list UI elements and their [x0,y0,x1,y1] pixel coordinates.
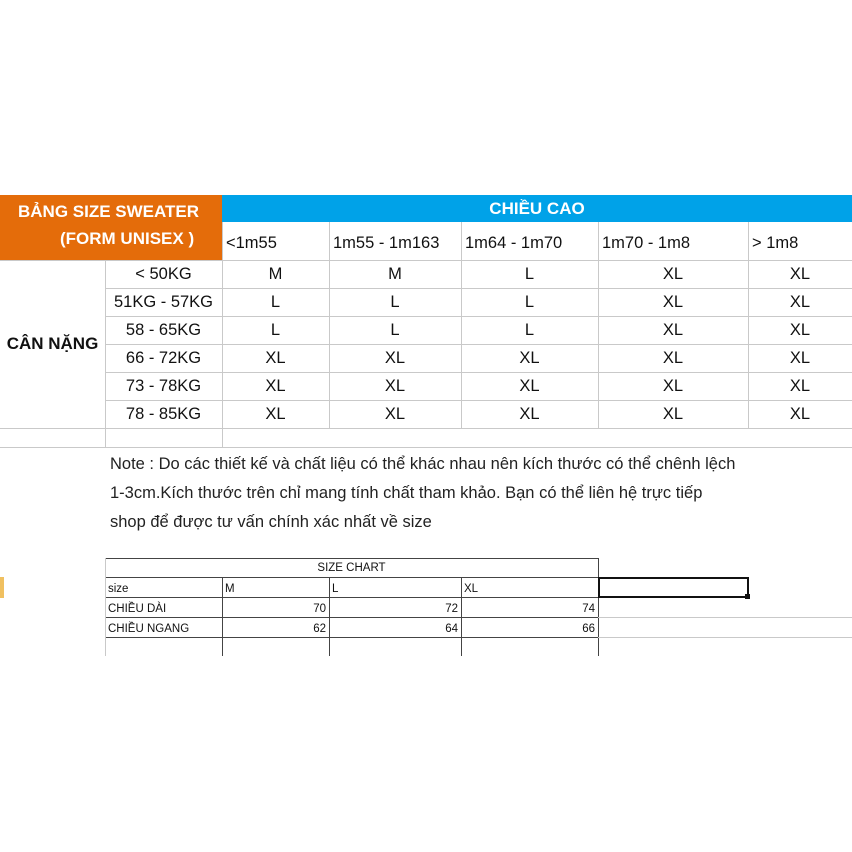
size-cell: XL [265,349,286,367]
size-chart-value: 74 [582,603,595,615]
size-chart-value: 70 [313,603,326,615]
size-cell: XL [519,377,540,395]
size-chart-row-label: CHIỀU NGANG [108,623,190,635]
height-column-header: 1m70 - 1m8 [602,234,691,252]
height-header: CHIỀU CAO [222,195,852,222]
table-border [598,558,599,656]
size-chart-value: 66 [582,623,595,635]
size-cell: XL [265,377,286,395]
size-cell: XL [789,293,811,311]
size-cell: XL [662,377,684,395]
size-cell: L [270,321,281,339]
size-cell: L [390,321,400,339]
size-chart-value: 72 [445,603,458,615]
table-border [105,597,598,598]
row-indicator [0,577,4,598]
size-chart-value: 62 [313,623,326,635]
size-chart-header: M [225,583,235,595]
weight-range: 78 - 85KG [125,405,202,423]
note-line: shop để được tư vấn chính xác nhất về size [110,513,432,531]
table-border [105,577,598,578]
note-text [110,450,845,537]
size-cell: XL [789,321,811,339]
size-chart-header: L [332,583,339,595]
size-cell: L [524,293,535,311]
table-title-box [0,195,222,260]
size-cell: XL [265,405,286,423]
table-title: BẢNG SIZE SWEATER [18,202,200,221]
size-chart-row-label: CHIỀU DÀI [108,603,167,615]
size-cell: XL [662,293,684,311]
gridline [0,447,852,448]
size-chart-header: size [108,583,129,595]
size-cell: XL [519,405,540,423]
weight-header: CÂN NẶNG [6,334,99,353]
height-column-header: 1m64 - 1m70 [465,234,563,252]
size-cell: L [524,321,535,339]
size-chart-value: 64 [445,623,458,635]
table-subtitle: (FORM UNISEX ) [60,229,195,248]
weight-range: 58 - 65KG [125,321,202,339]
selected-cell[interactable] [598,577,749,598]
weight-range: 73 - 78KG [125,377,202,395]
size-chart-title: SIZE CHART [317,562,386,574]
weight-range: 66 - 72KG [125,349,202,367]
size-cell: XL [384,405,406,423]
size-cell: XL [789,377,811,395]
size-cell: L [390,293,400,311]
size-cell: XL [384,377,406,395]
height-column-header: 1m55 - 1m163 [333,234,440,252]
note-line: Note : Do các thiết kế và chất liệu có thể khác nhau nên kích thước có thể chênh lệch [110,455,736,473]
size-cell: M [388,265,402,283]
fill-handle[interactable] [745,594,750,599]
gridline [0,428,852,429]
size-cell: XL [519,349,540,367]
note-line: 1-3cm.Kích thước trên chỉ mang tính chất tham khảo. Bạn có thể liên hệ trực tiếp [110,484,703,502]
size-cell: XL [789,405,811,423]
size-cell: XL [662,349,684,367]
weight-range: 51KG - 57KG [113,293,214,311]
height-column-header: <1m55 [226,234,277,252]
size-cell: XL [662,321,684,339]
size-cell: XL [384,349,406,367]
size-cell: XL [789,349,811,367]
size-cell: L [524,265,535,283]
size-cell: M [268,265,283,283]
size-cell: XL [789,265,811,283]
height-column-header: > 1m8 [752,234,799,252]
gridline [598,637,852,638]
size-cell: L [270,293,281,311]
size-chart-header: XL [464,583,479,595]
weight-range: < 50KG [135,265,192,283]
size-cell: XL [662,265,684,283]
gridline [598,617,852,618]
size-cell: XL [662,405,684,423]
